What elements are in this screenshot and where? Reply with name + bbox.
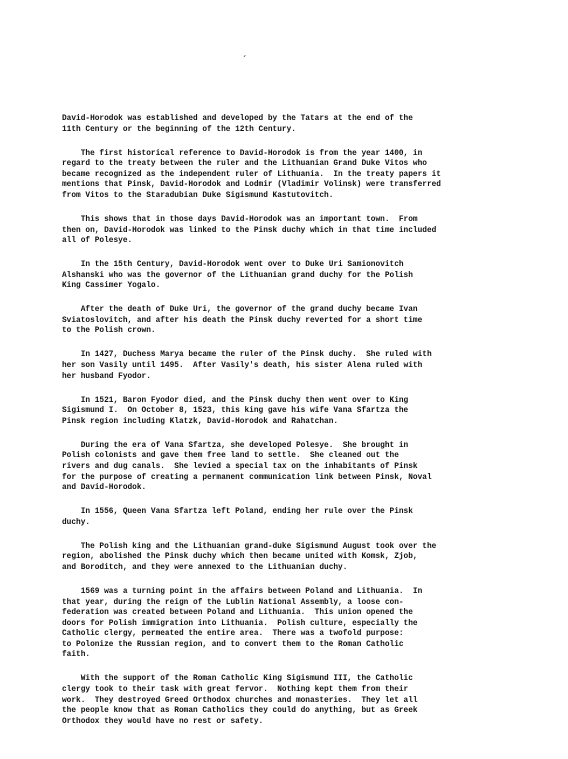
text-line: the people know that as Roman Catholics they could do anything, but as Greek: [62, 707, 418, 716]
paragraph-9: [62, 507, 502, 528]
text-line: that year, during the reign of the Lublin National Assembly, a loose con-: [62, 598, 404, 607]
text-line: from Vitos to the Staradubian Duke Sigismund Kastutovitch.: [62, 191, 334, 200]
text-line: work. They destroyed Greed Orthodox churches and monasteries. They let all: [62, 696, 418, 705]
text-line: 11th Century or the beginning of the 12th Century.: [62, 125, 296, 134]
text-line: Polish colonists and gave them free land to settle. She cleaned out the: [62, 452, 399, 461]
text-line: mentions that Pinsk, David-Horodok and Lodmir (Vladimir Volinsk) were transferred: [62, 181, 441, 190]
text-line: to Polonize the Russian region, and to convert them to the Roman Catholic: [62, 640, 404, 649]
text-line: Sviatoslovitch, and after his death the Pinsk duchy reverted for a short time: [62, 316, 423, 325]
text-line: With the support of the Roman Catholic King Sigismund III, the Catholic: [62, 675, 413, 684]
text-line: The Polish king and the Lithuanian grand-duke Sigismund August took over the: [62, 542, 437, 551]
paragraph-5: [62, 305, 502, 337]
paragraph-2: [62, 149, 502, 202]
text-line: After the death of Duke Uri, the governor of the grand duchy became Ivan: [62, 306, 418, 315]
paragraph-3: [62, 215, 502, 247]
text-line: duchy.: [62, 518, 91, 527]
paragraph-10: [62, 542, 502, 574]
text-line: her husband Fyodor.: [62, 372, 151, 381]
text-line: In the 15th Century, David-Horodok went over to Duke Uri Samionovitch: [62, 261, 404, 270]
text-line: all of Polesye.: [62, 237, 133, 246]
paragraph-6: [62, 350, 502, 382]
text-line: Sigismund I. On October 8, 1523, this king gave his wife Vana Sfartza the: [62, 407, 409, 416]
document-body: [62, 114, 502, 741]
text-line: her son Vasily until 1495. After Vasily's death, his sister Alena ruled with: [62, 362, 423, 371]
text-line: 1569 was a turning point in the affairs between Poland and Lithuania. In: [62, 587, 423, 596]
text-line: became recognized as the independent ruler of Lithuania. In the treaty papers it: [62, 170, 441, 179]
text-line: regard to the treaty between the ruler and the Lithuanian Grand Duke Vitos who: [62, 160, 427, 169]
text-line: faith.: [62, 651, 91, 660]
text-line: Alshanski who was the governor of the Lithuanian grand duchy for the Polish: [62, 271, 413, 280]
text-line: This shows that in those days David-Horodok was an important town. From: [62, 215, 418, 224]
paragraph-7: [62, 396, 502, 428]
text-line: and David-Horodok.: [62, 484, 147, 493]
page-mark: ˏ: [242, 48, 247, 58]
text-line: federation was created between Poland and Lithuania. This union opened the: [62, 609, 413, 618]
text-line: clergy took to their task with great fervor. Nothing kept them from their: [62, 686, 409, 695]
paragraph-12: [62, 674, 502, 727]
text-line: region, abolished the Pinsk duchy which then became united with Komsk, Zjob,: [62, 553, 418, 562]
text-line: rivers and dug canals. She levied a special tax on the inhabitants of Pinsk: [62, 462, 418, 471]
paragraph-8: [62, 441, 502, 494]
text-line: for the purpose of creating a permanent communication link between Pinsk, Noval: [62, 473, 432, 482]
paragraph-4: [62, 260, 502, 292]
text-line: Catholic clergy, permeated the entire area. There was a twofold purpose:: [62, 630, 404, 639]
text-line: The first historical reference to David-Horodok is from the year 1400, in: [62, 149, 423, 158]
text-line: Orthodox they would have no rest or safety.: [62, 717, 264, 726]
text-line: Pinsk region including Klatzk, David-Horodok and Rahatchan.: [62, 417, 339, 426]
paragraph-1: [62, 114, 502, 135]
text-line: In 1427, Duchess Marya became the ruler of the Pinsk duchy. She ruled with: [62, 351, 432, 360]
text-line: In 1521, Baron Fyodor died, and the Pinsk duchy then went over to King: [62, 396, 409, 405]
text-line: then on, David-Horodok was linked to the Pinsk duchy which in that time included: [62, 226, 437, 235]
text-line: doors for Polish immigration into Lithuania. Polish culture, especially the: [62, 619, 418, 628]
text-line: to the Polish crown.: [62, 327, 156, 336]
text-line: In 1556, Queen Vana Sfartza left Poland, ending her rule over the Pinsk: [62, 508, 413, 517]
text-line: King Cassimer Yogalo.: [62, 282, 161, 291]
text-line: During the era of Vana Sfartza, she developed Polesye. She brought in: [62, 441, 409, 450]
text-line: David-Horodok was established and developed by the Tatars at the end of the: [62, 115, 413, 123]
text-line: and Boroditch, and they were annexed to the Lithuanian duchy.: [62, 563, 348, 572]
paragraph-11: [62, 587, 502, 661]
